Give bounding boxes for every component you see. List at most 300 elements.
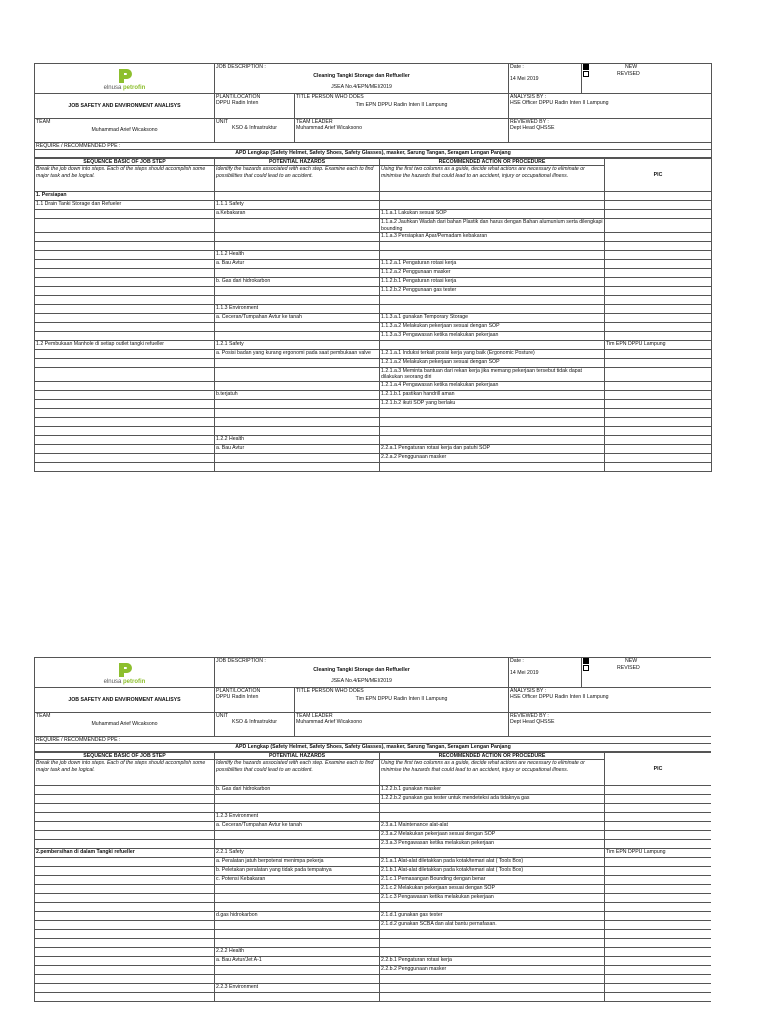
job-step-cell [35,813,215,822]
job-steps-body [35,786,712,1002]
jsea-page-2 [34,657,711,1024]
hazard-cell: 2.2.2 Health [215,948,380,957]
action-cell: 2.1.c.3 Pengawasan ketika melakukan pekerjaan [380,894,605,903]
pic-cell [605,287,712,296]
table-row [35,813,712,822]
team-leader-cell [295,713,509,737]
hazard-cell [215,359,380,368]
action-cell: 2.3.a.3 Pengawasan ketika melakukan pekerjaan [380,840,605,849]
job-step-cell [35,930,215,939]
col-pic-header: PIC [605,158,712,191]
action-cell: 2.1.a.1 Alat-alat diletakkan pada kotak/temari alat ( Tools Box) [380,858,605,867]
pic-cell [605,314,712,323]
table-row [35,993,712,1002]
table-row [35,341,712,350]
team-value: Muhammad Arief Wicaksono [91,127,158,134]
job-step-cell [35,219,215,233]
job-step-cell [35,332,215,341]
job-step-cell [35,251,215,260]
table-row [35,435,712,444]
pic-cell [605,278,712,287]
hazard-cell [215,831,380,840]
hazard-cell: a. Bau Avtur/Jet A-1 [215,957,380,966]
table-row [35,939,712,948]
pic-cell [605,822,712,831]
table-row [35,876,712,885]
pic-cell [605,876,712,885]
guide-sequence: Break the job down into steps. Each of the steps should accomplish some major task and be logical. [35,760,215,786]
date-label: Date : [510,658,524,664]
pic-cell [605,912,712,921]
job-step-cell: 1.1 Drain Tanki Storage dan Refueler [35,201,215,210]
analysis-by-label: ANALYSIS BY : [510,94,547,100]
job-step-cell [35,210,215,219]
action-cell [380,192,605,201]
hazard-cell: a. Bau Avtur [215,444,380,453]
hazard-cell: 1.2.1 Safety [215,341,380,350]
pic-cell [605,251,712,260]
hazard-cell: b. Gas dari hidrokarbon [215,786,380,795]
plant-location-label: PLANT/LOCATION [216,688,261,694]
job-step-cell [35,786,215,795]
company-name: elnusa petrofin [103,85,146,91]
table-row [35,885,712,894]
job-step-cell [35,822,215,831]
job-step-cell: 1.2 Pembukaan Manhole di setiap outlet tangki refueller [35,341,215,350]
job-step-cell [35,984,215,993]
hazard-cell: a.Kebakaran [215,210,380,219]
table-row [35,399,712,408]
table-row [35,408,712,417]
hazard-cell [215,453,380,462]
hazard-cell: c. Potensi Kebakaran [215,876,380,885]
pic-cell [605,350,712,359]
hazard-cell: 2.2.3 Environment [215,984,380,993]
hazard-cell: b.terjatuh [215,390,380,399]
hazard-cell: a. Ceceran/Tumpahan Avtur ke tanah [215,314,380,323]
ppe-label: REQUIRE / RECOMMENDED PPE : [35,737,712,744]
pic-cell [605,305,712,314]
option-new-label: NEW [625,64,638,71]
job-step-cell [35,269,215,278]
hazard-cell [215,903,380,912]
table-row [35,305,712,314]
pic-cell [605,323,712,332]
action-cell: 1.2.1.a.3 Meminta bantuan dari rekan kerja jika memang pekerjaan tersebut tidak dapat dilakukan seorang diri [380,368,605,382]
team-cell [35,713,215,737]
action-cell: 1.1.2.b.1 Pengaturan rotasi kerja [380,278,605,287]
pic-cell [605,795,712,804]
plant-location-value: DPPU Radin Inten [216,694,259,701]
action-cell [380,939,605,948]
pic-cell [605,233,712,242]
date-value: 14 Mei 2019 [510,670,539,677]
job-steps-body [35,192,712,472]
option-new-label: NEW [625,658,638,665]
date-cell [509,64,582,94]
analysis-by-value: HSE Officer DPPU Radin Inten II Lampung [510,694,609,701]
hazard-cell [215,233,380,242]
reviewed-by-label: REVIEWED BY : [510,713,549,719]
jsea-header-table [34,63,712,158]
reviewed-by-label: REVIEWED BY : [510,119,549,125]
action-cell: 2.1.d.1 gunakan gas tester [380,912,605,921]
table-row [35,795,712,804]
unit-label: UNIT [216,119,229,125]
pic-cell [605,894,712,903]
hazard-cell: b. Gas dari hidrokarbon [215,278,380,287]
job-description-label: JOB DESCRIPTION : [216,658,266,664]
action-cell [380,948,605,957]
job-step-cell [35,462,215,471]
jsea-steps-table [34,752,711,1002]
table-row [35,219,712,233]
hazard-cell [215,417,380,426]
hazard-cell [215,939,380,948]
job-step-cell [35,957,215,966]
hazard-cell [215,426,380,435]
team-leader-value: Muhammad Arief Wicaksono [296,125,363,132]
action-cell [380,930,605,939]
table-row [35,417,712,426]
job-step-cell [35,408,215,417]
pic-cell [605,993,712,1002]
team-label: TEAM [36,713,51,719]
pic-cell [605,399,712,408]
job-step-cell [35,804,215,813]
pic-cell: Tim EPN DPPU Lampung [605,849,712,858]
analysis-by-label: ANALYSIS BY : [510,688,547,694]
title-person-label: TITLE PERSON WHO DOES [296,94,364,100]
action-cell: 2.1.d.2 gunakan SCBA dan alat bantu pernafasan. [380,921,605,930]
job-step-cell [35,876,215,885]
pic-cell: Tim EPN DPPU Lampung [605,341,712,350]
table-row [35,368,712,382]
hazard-cell [215,381,380,390]
option-revised-label: REVISED [617,665,640,672]
action-cell: 1.1.3.a.3 Pengawasan ketika melakukan pekerjaan [380,332,605,341]
job-step-cell [35,435,215,444]
action-cell: 2.2.b.2 Penggunaan masker [380,966,605,975]
job-step-cell [35,840,215,849]
job-step-cell [35,242,215,251]
job-step-cell [35,795,215,804]
reviewed-by-value: Dept Head QHSSE [510,719,555,726]
hazard-cell [215,795,380,804]
table-row [35,930,712,939]
guide-hazards: Identify the hazards associated with each step. Examine each to find possibilities that could lead to an accident. [215,166,380,192]
pic-cell [605,966,712,975]
pic-cell [605,858,712,867]
hazard-cell: 1.1.1 Safety [215,201,380,210]
guide-sequence: Break the job down into steps. Each of the steps should accomplish some major task and be logical. [35,166,215,192]
pic-cell [605,260,712,269]
job-step-cell [35,921,215,930]
pic-cell [605,408,712,417]
action-cell [380,435,605,444]
col-hazards-header: POTENTIAL HAZARDS [215,158,380,165]
job-step-cell [35,278,215,287]
job-step-cell [35,381,215,390]
form-title: JOB SAFETY AND ENVIRONMENT ANALISYS [35,94,215,119]
table-row [35,966,712,975]
job-step-cell [35,314,215,323]
job-step-cell [35,287,215,296]
job-step-cell [35,426,215,435]
table-row [35,278,712,287]
hazard-cell: a. Ceceran/Tumpahan Avtur ke tanah [215,822,380,831]
action-cell [380,408,605,417]
action-cell [380,426,605,435]
hazard-cell: b. Peletakan peralatan yang tidak pada tempatnya [215,867,380,876]
pic-cell [605,813,712,822]
hazard-cell: 2.2.1 Safety [215,849,380,858]
table-row [35,314,712,323]
pic-cell [605,359,712,368]
pic-cell [605,885,712,894]
action-cell: 1.2.1.b.2 ikuti SOP yang berlaku [380,399,605,408]
hazard-cell: d.gas hidrokarbon [215,912,380,921]
job-step-cell [35,350,215,359]
elnusa-logo-icon [116,68,134,84]
action-cell: 2.1.c.1 Pemasangan Bounding dengan benar [380,876,605,885]
job-step-cell [35,444,215,453]
table-row [35,858,712,867]
job-step-cell [35,260,215,269]
action-cell [380,984,605,993]
hazard-cell [215,894,380,903]
action-cell: 1.1.2.a.1 Pengaturan rotasi kerja [380,260,605,269]
hazard-cell [215,219,380,233]
document-number: JSEA No.4/EPN/MEI/2019 [331,83,392,90]
job-step-cell [35,305,215,314]
job-step-cell [35,399,215,408]
team-leader-value: Muhammad Arief Wicaksono [296,719,363,726]
title-person-label: TITLE PERSON WHO DOES [296,688,364,694]
job-step-cell [35,831,215,840]
table-row [35,849,712,858]
table-row [35,350,712,359]
job-step-cell [35,417,215,426]
hazard-cell [215,287,380,296]
pic-cell [605,219,712,233]
table-row [35,894,712,903]
action-cell: 1.1.2.a.2 Penggunaan masker [380,269,605,278]
team-value: Muhammad Arief Wicaksono [91,721,158,728]
pic-cell [605,444,712,453]
job-description-value: Cleaning Tangki Storage dan Reffueller [313,667,410,674]
action-cell: 1.2.2.b.1 gunakan masker [380,786,605,795]
action-cell: 2.2.a.1 Pengaturan rotasi kerja dan patuhi SOP [380,444,605,453]
job-step-cell [35,975,215,984]
job-step-cell [35,867,215,876]
pic-cell [605,242,712,251]
col-sequence-header: SEQUENCE BASIC OF JOB STEP [35,158,215,165]
table-row [35,296,712,305]
hazard-cell [215,296,380,305]
job-step-cell [35,296,215,305]
team-leader-label: TEAM LEADER [296,119,333,125]
title-person-cell [295,94,509,119]
form-title: JOB SAFETY AND ENVIRONMENT ANALISYS [35,688,215,713]
checkbox-revised [583,71,589,77]
pic-cell [605,930,712,939]
pic-cell [605,948,712,957]
hazard-cell [215,332,380,341]
date-label: Date : [510,64,524,70]
unit-label: UNIT [216,713,229,719]
table-row [35,426,712,435]
job-step-cell [35,233,215,242]
hazard-cell: a. Posisi badan yang kurang ergonomi pada saat pembukaan valve [215,350,380,359]
plant-location-cell [215,688,295,713]
hazard-cell [215,930,380,939]
col-sequence-header: SEQUENCE BASIC OF JOB STEP [35,752,215,759]
guide-action: Using the first two columns as a guide, decide what actions are necessary to eliminate or minimise the hazards that could lead to an accident, injury or occupational illness. [380,760,605,786]
job-step-cell [35,885,215,894]
hazard-cell [215,840,380,849]
jsea-page-1 [34,63,711,472]
title-person-value: Tim EPN DPPU Radin Inten II Lampung [355,696,448,703]
table-row [35,269,712,278]
date-cell [509,658,582,688]
pic-cell [605,867,712,876]
hazard-cell [215,975,380,984]
reviewed-by-cell [509,119,712,143]
action-cell: 1.1.a.2 Jauhkan Wadah dari bahan Plastik dan harus dengan Bahan alumunium serta dilengkapi bounding [381,219,603,232]
pic-cell [605,921,712,930]
table-row [35,912,712,921]
table-row [35,287,712,296]
checkbox-new [583,64,589,70]
option-revised-label: REVISED [617,71,640,78]
table-row [35,332,712,341]
plant-location-cell [215,94,295,119]
job-description-label: JOB DESCRIPTION : [216,64,266,70]
job-description-value: Cleaning Tangki Storage dan Reffueller [313,73,410,80]
action-cell: 2.2.a.2 Penggunaan masker [380,453,605,462]
pic-cell [605,462,712,471]
hazard-cell [215,192,380,201]
table-row [35,831,712,840]
analysis-by-value: HSE Officer DPPU Radin Inten II Lampung [510,100,609,107]
job-step-cell [35,912,215,921]
pic-cell [605,381,712,390]
hazard-cell [215,966,380,975]
hazard-cell [215,408,380,417]
pic-cell [605,831,712,840]
table-row [35,462,712,471]
reviewed-by-value: Dept Head QHSSE [510,125,555,132]
action-cell [380,417,605,426]
hazard-cell [215,885,380,894]
pic-cell [605,368,712,382]
table-row [35,210,712,219]
pic-cell [605,804,712,813]
action-cell [380,462,605,471]
hazard-cell: 1.1.2 Health [215,251,380,260]
pic-cell [605,269,712,278]
job-step-cell [35,966,215,975]
col-action-header: RECOMMENDED ACTION OR PROCEDURE [380,752,605,759]
table-row [35,233,712,242]
hazard-cell: 1.2.3 Environment [215,813,380,822]
table-row [35,453,712,462]
table-row [35,948,712,957]
pic-cell [605,390,712,399]
action-cell: 1.1.3.a.1 gunakan Temporary Storage [380,314,605,323]
action-cell: 2.1.c.2 Melakukan pekerjaan sesuai dengan SOP [380,885,605,894]
action-cell [380,849,605,858]
col-action-header: RECOMMENDED ACTION OR PROCEDURE [380,158,605,165]
table-row [35,903,712,912]
table-row [35,260,712,269]
action-cell [380,201,605,210]
table-row [35,984,712,993]
jsea-header-table [34,657,711,752]
action-cell: 1.2.1.a.4 Pengawasan ketika melakukan pekerjaan [380,381,605,390]
action-cell: 1.1.2.b.2 Penggunaan gas tester [380,287,605,296]
table-row [35,867,712,876]
pic-cell [605,426,712,435]
pic-cell [605,417,712,426]
hazard-cell: 1.2.2 Health [215,435,380,444]
action-cell [380,993,605,1002]
action-cell: 2.3.a.1 Maintenance alat-alat [380,822,605,831]
action-cell: 1.1.a.3 Persiapkan Apar/Pemadam kebakaran [380,233,605,242]
guide-hazards: Identify the hazards associated with each step. Examine each to find possibilities that could lead to an accident. [215,760,380,786]
job-description-cell [215,658,509,688]
team-leader-label: TEAM LEADER [296,713,333,719]
pic-cell [605,984,712,993]
table-row [35,381,712,390]
date-value: 14 Mei 2019 [510,76,539,83]
job-description-cell [215,64,509,94]
revision-status-cell [582,64,712,94]
guide-action: Using the first two columns as a guide, decide what actions are necessary to eliminate or minimise the hazards that could lead to an accident, injury or occupational illness. [380,166,605,192]
col-hazards-header: POTENTIAL HAZARDS [215,752,380,759]
job-step-cell [35,453,215,462]
table-row [35,201,712,210]
table-row [35,192,712,201]
table-row [35,786,712,795]
action-cell: 2.3.a.2 Melakukan pekerjaan sesuai dengan SOP [380,831,605,840]
team-leader-cell [295,119,509,143]
table-row [35,957,712,966]
team-label: TEAM [36,119,51,125]
action-cell: 2.1.b.1 Alat-alat diletakkan pada kotak/temari alat ( Tools Box) [380,867,605,876]
action-cell: 1.2.2.b.2 gunakan gas tester untuk mendeteksi ada tidaknya gas [380,795,605,804]
job-step-cell [35,368,215,382]
pic-cell [605,453,712,462]
document-number: JSEA No.4/EPN/MEI/2019 [331,677,392,684]
ppe-label: REQUIRE / RECOMMENDED PPE : [35,143,712,150]
hazard-cell [215,462,380,471]
hazard-cell [215,399,380,408]
unit-cell [215,119,295,143]
revision-status-cell [582,658,712,688]
action-cell: 1.2.1.a.1 Induksi terkait posisi kerja yang baik (Ergonomic Posture) [380,350,605,359]
col-pic-header: PIC [605,752,712,785]
pic-cell [605,332,712,341]
action-cell [380,804,605,813]
pic-cell [605,903,712,912]
unit-value: KSO & Infrastruktur [232,719,277,726]
table-row [35,390,712,399]
hazard-cell [215,921,380,930]
jsea-steps-table [34,158,712,472]
plant-location-value: DPPU Radin Inten [216,100,259,107]
